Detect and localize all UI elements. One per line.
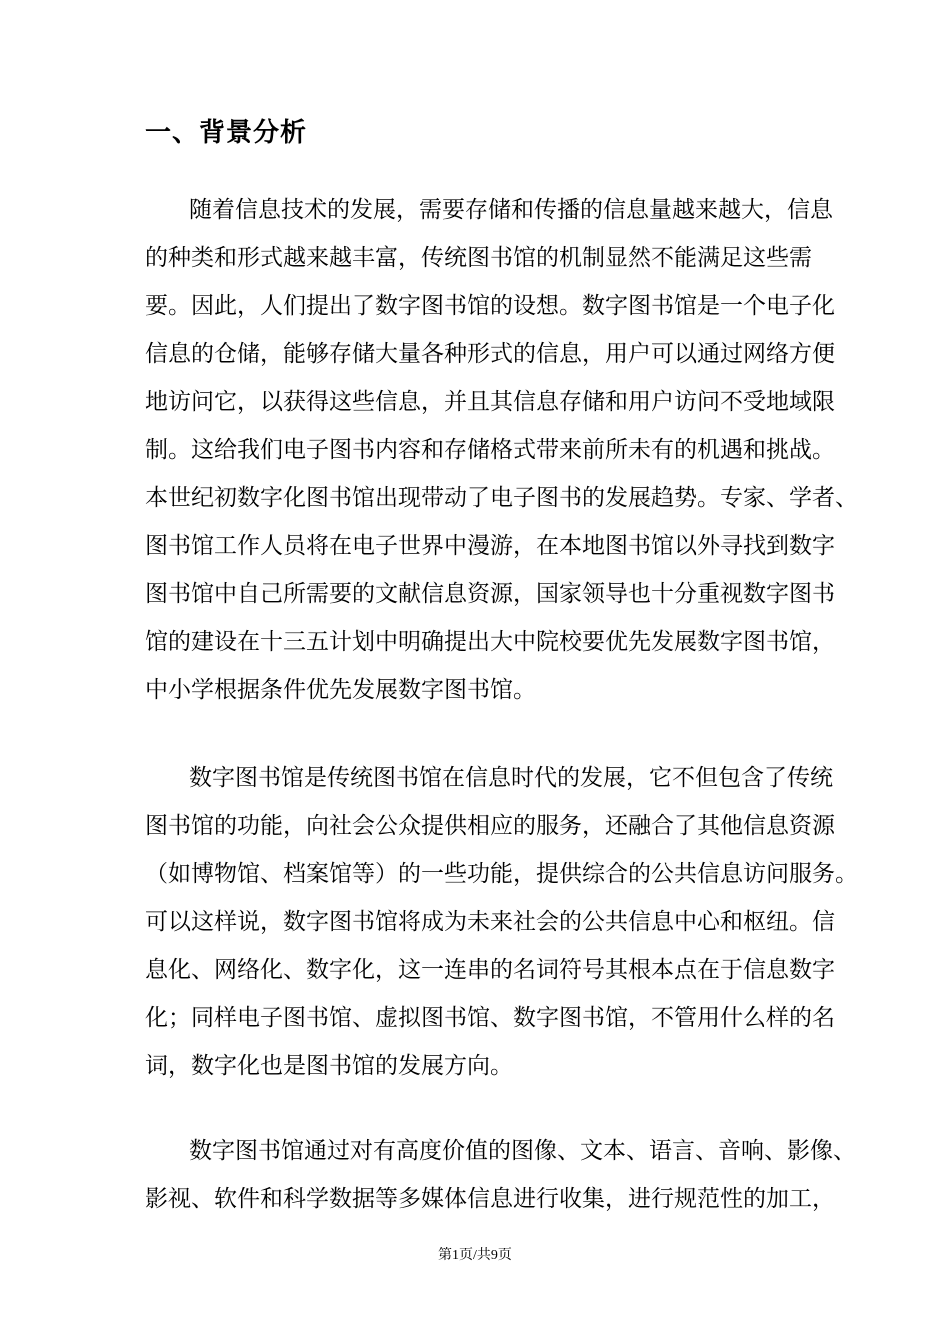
text-line: 地访问它，以获得这些信息，并且其信息存储和用户访问不受地域限 [145, 389, 835, 415]
text-line: 本世纪初数字化图书馆出现带动了电子图书的发展趋势。专家、学者、 [145, 485, 858, 511]
text-line: 图书馆的功能，向社会公众提供相应的服务，还融合了其他信息资源 [145, 813, 835, 839]
text-line: 信息的仓储，能够存储大量各种形式的信息，用户可以通过网络方便 [145, 341, 835, 367]
text-line: 图书馆工作人员将在电子世界中漫游，在本地图书馆以外寻找到数字 [145, 533, 835, 559]
text-line: （如博物馆、档案馆等）的一些功能，提供综合的公共信息访问服务。 [145, 861, 858, 887]
text-line: 中小学根据条件优先发展数字图书馆。 [145, 677, 536, 703]
text-line: 图书馆中自己所需要的文献信息资源，国家领导也十分重视数字图书 [145, 581, 835, 607]
text-line: 随着信息技术的发展，需要存储和传播的信息量越来越大，信息 [189, 197, 833, 223]
text-line: 影视、软件和科学数据等多媒体信息进行收集，进行规范性的加工， [145, 1186, 835, 1212]
text-line: 要。因此，人们提出了数字图书馆的设想。数字图书馆是一个电子化 [145, 293, 835, 319]
text-line: 制。这给我们电子图书内容和存储格式带来前所未有的机遇和挑战。 [145, 437, 835, 463]
text-line: 化；同样电子图书馆、虚拟图书馆、数字图书馆，不管用什么样的名 [145, 1005, 835, 1031]
text-line: 数字图书馆通过对有高度价值的图像、文本、语言、音响、影像、 [189, 1138, 856, 1164]
text-line: 数字图书馆是传统图书馆在信息时代的发展，它不但包含了传统 [189, 765, 833, 791]
text-line: 息化、网络化、数字化，这一连串的名词符号其根本点在于信息数字 [145, 957, 835, 983]
text-line: 可以这样说，数字图书馆将成为未来社会的公共信息中心和枢纽。信 [145, 909, 835, 935]
text-line: 的种类和形式越来越丰富，传统图书馆的机制显然不能满足这些需 [145, 245, 812, 271]
text-line: 馆的建设在十三五计划中明确提出大中院校要优先发展数字图书馆， [145, 629, 835, 655]
page-number-footer: 第1页/共9页 [438, 1248, 512, 1263]
text-line: 词，数字化也是图书馆的发展方向。 [145, 1053, 513, 1079]
section-heading: 一、背景分析 [145, 118, 308, 148]
